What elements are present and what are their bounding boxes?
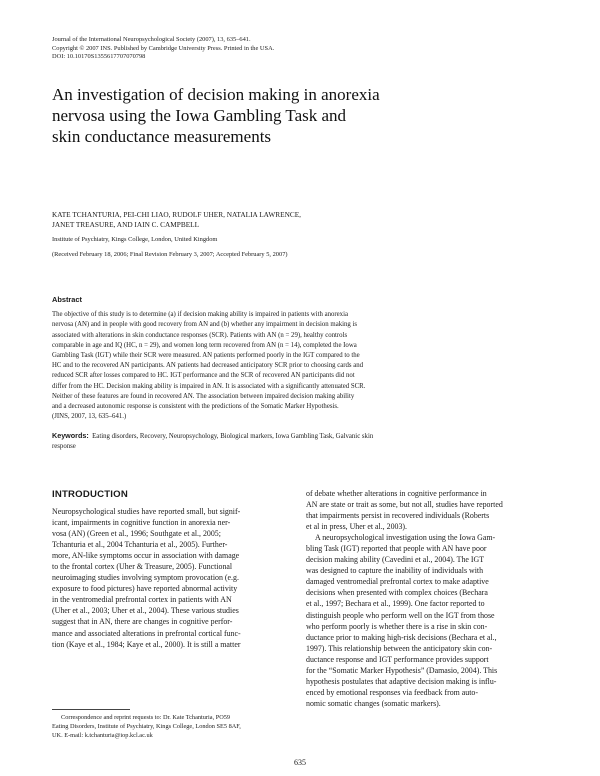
body-line: ductance prior to making high-risk decisions (Bechara et al., <box>306 632 497 642</box>
submission-dates: (Received February 18, 2006; Final Revision February 3, 2007; Accepted February 5, 2007) <box>52 251 288 258</box>
body-line: more, AN-like symptoms occur in association with damage <box>52 551 240 561</box>
body-line: exposure to food pictures) have reported abnormal activity <box>52 584 238 594</box>
body-line: that impairments persist in recovered individuals (Roberts <box>306 511 490 521</box>
footnote-divider <box>52 709 130 710</box>
body-line: was designed to capture the inability of individuals with <box>306 566 484 576</box>
body-line: damaged ventromedial prefrontal cortex to make adaptive <box>306 577 489 587</box>
doi-line: DOI: 10.10170S1355617707070798 <box>52 53 146 61</box>
body-line: et al in press, Uher et al., 2003). <box>306 522 408 532</box>
copyright-line: Copyright © 2007 INS. Published by Cambridge University Press. Printed in the USA. <box>52 44 275 52</box>
body-line: suggest that in AN, there are changes in cognitive perfor- <box>52 617 233 627</box>
body-line: of debate whether alterations in cognitive performance in <box>306 489 487 498</box>
body-line: for the “Somatic Marker Hypothesis” (Damasio, 2004). This <box>306 665 498 675</box>
author-line: JANET TREASURE, AND IAIN C. CAMPBELL <box>52 220 200 229</box>
body-line: enced by emotional responses via feedback from auto- <box>306 687 478 697</box>
body-line: tion (Kaye et al., 1984; Kaye et al., 2000). It is still a matter <box>52 639 241 649</box>
keywords-text: Eating disorders, Recovery, Neuropsychology, Biological markers, Iowa Gambling Task, Galvanic skin <box>92 433 374 440</box>
introduction-heading: INTRODUCTION <box>52 489 128 500</box>
title-line: nervosa using the Iowa Gambling Task and <box>52 106 347 125</box>
body-line: ductance response and IGT performance provides support <box>306 654 489 664</box>
abstract-line: nervosa (AN) and in people with good recovery from AN and (b) whether any impairment in decision making is <box>52 321 358 329</box>
body-line: A neuropsychological investigation using the Iowa Gam- <box>315 533 496 543</box>
abstract-line: The objective of this study is to determine (a) if decision making ability is impaired in patients with anorexia <box>52 311 348 319</box>
abstract-line: associated with alterations in skin conductance responses (SCR). Patients with AN (n = 29), healthy controls <box>52 331 348 339</box>
body-line: Neuropsychological studies have reported small, but signif- <box>52 507 241 516</box>
keywords-label: Keywords: <box>52 431 89 440</box>
body-line: bling Task (IGT) reported that people with AN have poor <box>306 544 487 554</box>
body-line: neuroimaging studies involving symptom provocation (e.g. <box>52 573 239 583</box>
title-line: skin conductance measurements <box>52 127 272 146</box>
body-line: vosa (AN) (Green et al., 1996; Southgate et al., 2005; <box>52 529 221 539</box>
title-line: An investigation of decision making in anorexia <box>52 85 380 104</box>
body-line: 1997). This relationship between the anticipatory skin con- <box>306 643 493 653</box>
abstract-line: reduced SCR after losses compared to HC. IGT performance and the SCR of recovered AN participants did not <box>52 372 355 380</box>
body-line: et al., 1997; Bechara et al., 1999). One factor reported to <box>306 599 485 609</box>
body-line: Tchanturia et al., 2004 Tchanturia et al., 2005). Further- <box>52 540 228 550</box>
left-column <box>52 506 294 650</box>
author-affiliation: Institute of Psychiatry, Kings College, London, United Kingdom <box>52 236 218 243</box>
abstract-line: comparable in age and IQ (HC, n = 29), and women long term recovered from AN (n = 14), completed the Iowa <box>52 341 357 349</box>
body-line: distinguish people who perform well on the IGT from those <box>306 610 495 620</box>
journal-header <box>52 36 274 62</box>
abstract-line: HC and to the recovered AN participants. AN patients had decreased anticipatory SCR prior to choosing cards and <box>52 362 364 370</box>
body-line: (Uher et al., 2003; Uher et al., 2004). These various studies <box>52 606 239 616</box>
author-line: KATE TCHANTURIA, PEI-CHI LIAO, RUDOLF UHER, NATALIA LAWRENCE, <box>52 210 302 219</box>
body-line: decisions when presented with complex choices (Bechara <box>306 588 488 598</box>
page-number: 635 <box>294 758 306 767</box>
body-line: mance and associated alterations in prefrontal cortical func- <box>52 628 241 638</box>
footnote-line: Correspondence and reprint requests to: Dr. Kate Tchanturia, PO59 <box>61 714 231 721</box>
correspondence-footnote <box>52 713 241 740</box>
journal-citation: Journal of the International Neuropsychological Society (2007), 13, 635–641. <box>52 36 251 43</box>
keywords-line: response <box>52 443 76 451</box>
right-column <box>306 488 548 709</box>
abstract-section <box>52 295 548 422</box>
footnote-line: UK. E-mail: k.tchanturia@iop.kcl.ac.uk <box>52 732 153 739</box>
body-line: in the ventromedial prefrontal cortex in patients with AN <box>52 595 232 605</box>
body-line: who perform poorly is whether there is a rise in skin con- <box>306 621 488 631</box>
body-line: decision making ability (Cavedini et al., 2004). The IGT <box>306 555 485 565</box>
abstract-line: Neither of these features are found in recovered AN. The association between impaired decision making ability <box>52 392 355 400</box>
abstract-line: Gambling Task (IGT) while their SCR were measured. AN patients performed poorly in the IGT compared to the <box>52 352 360 360</box>
keywords-line <box>52 431 548 442</box>
article-title <box>52 84 380 147</box>
author-list <box>52 210 301 230</box>
body-line: hypothesis postulates that adaptive decision making is influ- <box>306 676 497 686</box>
abstract-heading: Abstract <box>52 295 82 304</box>
body-line: to the frontal cortex (Uher & Treasure, 2005). Functional <box>52 562 233 572</box>
keywords-section <box>52 431 548 452</box>
body-line: nomic somatic changes (somatic markers). <box>306 698 441 708</box>
footnote-line: Eating Disorders, Institute of Psychiatry, Kings College, London SE5 8AF, <box>52 723 241 730</box>
abstract-line: differ from the HC. Decision making ability is impaired in AN. It is associated with a significantly attenuated SCR. <box>52 382 366 390</box>
abstract-line: and a decreased autonomic response is consistent with the predictions of the Somatic Marker Hypothesis. <box>52 403 339 411</box>
abstract-citation: (JINS, 2007, 13, 635–641.) <box>52 413 127 421</box>
body-line: icant, impairments in cognitive function in anorexia ner- <box>52 518 231 528</box>
body-line: AN are state or trait as some, but not all, studies have reported <box>306 500 503 510</box>
